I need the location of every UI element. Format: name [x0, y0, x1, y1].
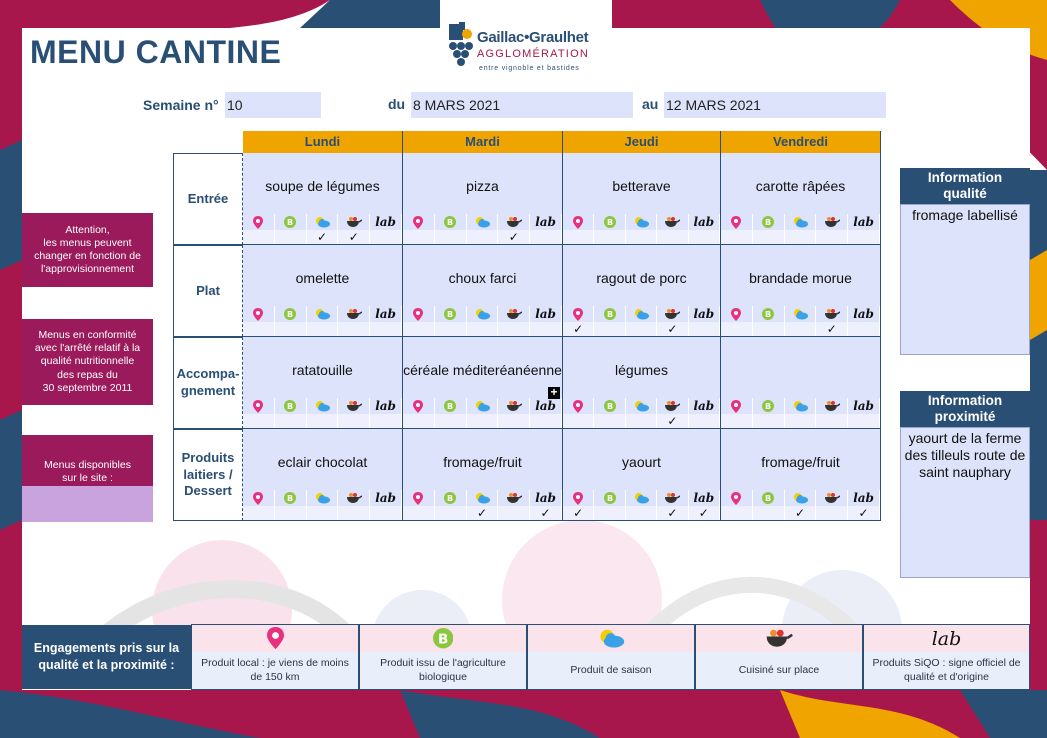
season-icon[interactable] [626, 306, 657, 322]
pin-icon[interactable] [243, 490, 275, 506]
svg-text:B: B [765, 310, 772, 319]
site-link-field[interactable] [22, 486, 153, 522]
check-row [403, 230, 562, 244]
day-header-1: Mardi [403, 131, 563, 153]
empty-check[interactable] [721, 230, 753, 244]
icon-row [403, 306, 562, 322]
empty-check[interactable] [594, 414, 625, 428]
info-proximity-text[interactable]: yaourt de la ferme des tilleuls route de saint nauphary [900, 427, 1030, 578]
empty-check[interactable] [403, 322, 435, 336]
empty-check[interactable] [721, 322, 753, 336]
check-icon[interactable]: ✓ [498, 230, 530, 244]
check-row [243, 230, 402, 244]
cooked-icon[interactable] [657, 306, 688, 322]
empty-check[interactable] [307, 506, 339, 520]
pin-icon[interactable] [563, 398, 594, 414]
empty-check[interactable] [753, 230, 785, 244]
empty-check[interactable] [816, 230, 848, 244]
dish-name: fromage/fruit [761, 454, 840, 470]
cooked-icon[interactable] [498, 398, 530, 414]
legend-text: Produit issu de l'agriculture biologique [360, 652, 526, 689]
legend-item [191, 624, 359, 690]
check-icon[interactable]: ✓ [307, 230, 339, 244]
empty-check[interactable] [243, 414, 275, 428]
empty-check[interactable] [435, 506, 467, 520]
empty-check[interactable] [307, 414, 339, 428]
icon-row [243, 490, 402, 506]
icon-row [563, 398, 720, 414]
legend-item [695, 624, 863, 690]
bio-icon[interactable] [275, 398, 307, 414]
menu-cell[interactable] [563, 429, 721, 521]
svg-text:B: B [765, 494, 772, 503]
empty-check[interactable] [626, 414, 657, 428]
cooked-icon[interactable] [338, 306, 370, 322]
info-quality-text[interactable]: fromage labellisé [900, 204, 1030, 355]
svg-text:B: B [606, 402, 613, 411]
svg-text:B: B [765, 402, 772, 411]
empty-check[interactable] [498, 506, 530, 520]
check-row [243, 414, 402, 428]
menu-cell[interactable] [563, 337, 721, 429]
check-row [563, 230, 720, 244]
check-icon[interactable]: ✓ [467, 506, 499, 520]
icon-row [563, 306, 720, 322]
bio-icon[interactable] [753, 490, 785, 506]
pin-icon[interactable] [721, 214, 753, 230]
empty-check[interactable] [275, 414, 307, 428]
to-date-field[interactable]: 12 MARS 2021 [664, 92, 886, 118]
empty-check[interactable] [785, 414, 817, 428]
pin-icon[interactable] [403, 306, 435, 322]
season-icon[interactable] [307, 306, 339, 322]
conformity-note: Menus en conformité avec l'arrêté relatif à la qualité nutritionnelle des repas du 30 septembre 2011 [22, 319, 153, 405]
empty-check[interactable] [563, 414, 594, 428]
lab-icon[interactable]: lab [848, 214, 880, 230]
lab-icon[interactable]: lab [689, 490, 720, 506]
empty-check[interactable] [689, 230, 720, 244]
check-row [721, 506, 880, 520]
lab-icon[interactable]: lab [689, 214, 720, 230]
check-icon[interactable]: ✓ [657, 322, 688, 336]
cooked-icon[interactable] [338, 214, 370, 230]
empty-check[interactable] [594, 506, 625, 520]
logo-subtitle: AGGLOMÉRATION [477, 48, 589, 60]
empty-check[interactable] [243, 506, 275, 520]
svg-text:B: B [287, 310, 294, 319]
svg-text:B: B [287, 218, 294, 227]
empty-check[interactable] [816, 506, 848, 520]
check-icon[interactable]: ✓ [785, 506, 817, 520]
bio-icon [360, 625, 526, 652]
bio-icon[interactable] [753, 306, 785, 322]
svg-text:B: B [437, 631, 449, 648]
season-icon[interactable] [785, 398, 817, 414]
dish-name: soupe de légumes [265, 178, 380, 194]
lab-icon[interactable]: lab [848, 490, 880, 506]
icon-row [721, 490, 880, 506]
empty-check[interactable] [370, 322, 402, 336]
menu-cell[interactable] [403, 153, 563, 245]
check-row [563, 414, 720, 428]
menu-cell[interactable] [563, 153, 721, 245]
empty-check[interactable] [626, 506, 657, 520]
empty-check[interactable] [338, 506, 370, 520]
legend-text: Cuisiné sur place [696, 652, 862, 689]
season-icon[interactable] [785, 214, 817, 230]
pin-icon[interactable] [563, 490, 594, 506]
dish-name: betterave [612, 178, 671, 194]
empty-check[interactable] [403, 230, 435, 244]
season-icon[interactable] [307, 490, 339, 506]
menu-cell[interactable] [403, 245, 563, 337]
cooked-icon[interactable] [657, 214, 688, 230]
bio-icon[interactable] [435, 398, 467, 414]
pin-icon[interactable] [563, 214, 594, 230]
check-icon[interactable]: ✓ [338, 230, 370, 244]
bio-icon[interactable] [275, 490, 307, 506]
dish-name: choux farci [448, 270, 517, 286]
lab-icon[interactable]: lab [530, 490, 562, 506]
empty-check[interactable] [721, 414, 753, 428]
menu-cell[interactable] [243, 337, 403, 429]
dish-name: légumes [615, 362, 668, 378]
icon-row [563, 214, 720, 230]
svg-text:B: B [287, 402, 294, 411]
bio-icon[interactable] [435, 490, 467, 506]
check-row [721, 230, 880, 244]
icon-row [721, 306, 880, 322]
bio-icon[interactable] [594, 398, 625, 414]
check-icon[interactable]: ✓ [848, 506, 880, 520]
row-label-2: Accompa- gnement [173, 337, 243, 429]
empty-check[interactable] [594, 322, 625, 336]
bio-icon[interactable] [435, 214, 467, 230]
empty-check[interactable] [753, 506, 785, 520]
dish-name: fromage/fruit [443, 454, 522, 470]
pin-icon[interactable] [243, 214, 275, 230]
week-field[interactable]: 10 [225, 92, 321, 118]
cooked-icon[interactable] [498, 214, 530, 230]
row-label-3: Produits laitiers / Dessert [173, 429, 243, 521]
check-row [243, 322, 402, 336]
svg-text:B: B [606, 310, 613, 319]
lab-icon[interactable]: lab [848, 398, 880, 414]
legend-item [359, 624, 527, 690]
check-icon[interactable]: ✓ [816, 322, 848, 336]
day-header-3: Vendredi [721, 131, 881, 153]
season-icon[interactable] [467, 306, 499, 322]
icon-row [721, 214, 880, 230]
empty-check[interactable] [626, 230, 657, 244]
season-icon[interactable] [467, 214, 499, 230]
cooked-icon[interactable] [338, 398, 370, 414]
empty-check[interactable] [403, 506, 435, 520]
pin-icon[interactable] [721, 398, 753, 414]
empty-check[interactable] [816, 414, 848, 428]
empty-check[interactable] [403, 414, 435, 428]
bio-icon[interactable] [753, 398, 785, 414]
cooked-icon[interactable] [657, 398, 688, 414]
lab-icon[interactable]: lab [848, 306, 880, 322]
empty-check[interactable] [498, 322, 530, 336]
cooked-icon[interactable] [498, 306, 530, 322]
bio-icon[interactable] [753, 214, 785, 230]
day-header-0: Lundi [243, 131, 403, 153]
cooked-icon[interactable] [816, 214, 848, 230]
svg-text:B: B [447, 218, 454, 227]
engagements-title: Engagements pris sur la qualité et la proximité : [22, 625, 191, 689]
dish-name: pizza [466, 178, 499, 194]
icon-row [721, 398, 880, 414]
grape-logo-icon [447, 22, 475, 72]
empty-check[interactable] [753, 414, 785, 428]
check-row [721, 414, 880, 428]
bio-icon[interactable] [275, 306, 307, 322]
legend-item [527, 624, 695, 690]
season-icon[interactable] [785, 306, 817, 322]
svg-text:B: B [765, 218, 772, 227]
empty-check[interactable] [370, 414, 402, 428]
check-icon[interactable]: ✓ [657, 414, 688, 428]
empty-check[interactable] [338, 414, 370, 428]
cooked-icon[interactable] [816, 398, 848, 414]
to-label: au [642, 96, 659, 112]
empty-check[interactable] [785, 322, 817, 336]
empty-check[interactable] [626, 322, 657, 336]
dish-name: brandade morue [749, 270, 852, 286]
empty-check[interactable] [370, 506, 402, 520]
pin-icon[interactable] [403, 490, 435, 506]
bio-icon[interactable] [594, 214, 625, 230]
check-row [403, 506, 562, 520]
from-label: du [388, 96, 406, 112]
empty-check[interactable] [243, 322, 275, 336]
menu-cell[interactable] [721, 337, 881, 429]
menu-cell[interactable] [721, 153, 881, 245]
menu-cell[interactable] [243, 429, 403, 521]
cooked-icon[interactable] [816, 490, 848, 506]
lab-icon[interactable]: lab [370, 398, 402, 414]
pin-icon [192, 625, 358, 652]
pin-icon[interactable] [721, 306, 753, 322]
empty-check[interactable] [785, 230, 817, 244]
legend-text: Produit local : je viens de moins de 150 km [192, 652, 358, 689]
lab-icon[interactable]: lab [370, 214, 402, 230]
dish-name: omelette [295, 270, 350, 286]
lab-icon[interactable]: lab [530, 398, 562, 414]
empty-check[interactable] [467, 322, 499, 336]
cooked-icon[interactable] [657, 490, 688, 506]
empty-check[interactable] [467, 230, 499, 244]
season-icon[interactable] [785, 490, 817, 506]
empty-check[interactable] [848, 414, 880, 428]
cooked-icon[interactable] [816, 306, 848, 322]
dish-name: ragout de porc [596, 270, 687, 286]
bio-icon[interactable] [594, 306, 625, 322]
day-header-2: Jeudi [563, 131, 721, 153]
empty-check[interactable] [275, 230, 307, 244]
agglomeration-logo [441, 14, 612, 80]
logo-name: Gaillac•Graulhet [477, 29, 589, 46]
from-date-field[interactable]: 8 MARS 2021 [411, 92, 633, 118]
icon-row [403, 490, 562, 506]
menu-cell[interactable] [721, 429, 881, 521]
empty-check[interactable] [435, 230, 467, 244]
season-icon[interactable] [307, 214, 339, 230]
empty-check[interactable] [753, 322, 785, 336]
week-label: Semaine n° [143, 97, 219, 113]
logo-tagline: entre vignoble et bastides [479, 65, 580, 72]
empty-check[interactable] [307, 322, 339, 336]
check-icon[interactable]: ✓ [689, 506, 720, 520]
check-row [563, 322, 720, 336]
empty-check[interactable] [657, 230, 688, 244]
icon-row [243, 398, 402, 414]
pin-icon[interactable] [403, 214, 435, 230]
season-icon[interactable] [626, 214, 657, 230]
menu-cell[interactable] [403, 429, 563, 521]
empty-check[interactable] [848, 322, 880, 336]
cooked-icon[interactable] [338, 490, 370, 506]
lab-icon[interactable]: lab [370, 490, 402, 506]
pin-icon[interactable] [403, 398, 435, 414]
page-title: MENU CANTINE [30, 34, 282, 70]
menu-cell[interactable] [243, 153, 403, 245]
check-icon[interactable]: ✓ [563, 506, 594, 520]
empty-check[interactable] [275, 506, 307, 520]
menu-cell[interactable] [243, 245, 403, 337]
row-label-0: Entrée [173, 153, 243, 245]
move-cursor-icon: + [548, 387, 560, 399]
info-proximity-title: Information proximité [900, 391, 1030, 427]
lab-icon[interactable]: lab [689, 306, 720, 322]
check-icon[interactable]: ✓ [563, 322, 594, 336]
empty-check[interactable] [689, 322, 720, 336]
dish-name: ratatouille [292, 362, 353, 378]
lab-icon: lab [864, 625, 1029, 652]
menu-cell[interactable] [563, 245, 721, 337]
icon-row [403, 398, 562, 414]
attention-note: Attention, les menus peuvent changer en fonction de l'approvisionnement [22, 213, 153, 287]
check-row [403, 414, 562, 428]
bio-icon[interactable] [594, 490, 625, 506]
pin-icon[interactable] [243, 306, 275, 322]
pin-icon[interactable] [243, 398, 275, 414]
row-label-1: Plat [173, 245, 243, 337]
legend-item [863, 624, 1030, 690]
season-icon[interactable] [467, 490, 499, 506]
icon-row [403, 214, 562, 230]
lab-icon[interactable]: lab [689, 398, 720, 414]
check-icon[interactable]: ✓ [657, 506, 688, 520]
check-icon[interactable]: ✓ [530, 506, 562, 520]
empty-check[interactable] [563, 230, 594, 244]
lab-icon[interactable]: lab [530, 306, 562, 322]
info-quality-title: Information qualité [900, 168, 1030, 204]
bio-icon[interactable] [435, 306, 467, 322]
svg-text:B: B [447, 402, 454, 411]
season-icon [528, 625, 694, 652]
pin-icon[interactable] [721, 490, 753, 506]
empty-check[interactable] [243, 230, 275, 244]
dish-name: yaourt [622, 454, 661, 470]
check-row [403, 322, 562, 336]
cooked-icon[interactable] [498, 490, 530, 506]
pin-icon[interactable] [563, 306, 594, 322]
dish-name: céréale méditeréanéenne [403, 362, 562, 378]
dish-name: carotte râpées [755, 178, 846, 194]
menu-grid [173, 131, 882, 521]
cooked-icon [696, 625, 862, 652]
check-row [243, 506, 402, 520]
empty-check[interactable] [530, 414, 562, 428]
icon-row [243, 214, 402, 230]
empty-check[interactable] [530, 230, 562, 244]
season-icon[interactable] [626, 398, 657, 414]
svg-text:B: B [606, 494, 613, 503]
menu-cell[interactable] [403, 337, 563, 429]
season-icon[interactable] [467, 398, 499, 414]
lab-icon[interactable]: lab [370, 306, 402, 322]
legend-text: Produits SiQO : signe officiel de qualité et d'origine [864, 652, 1029, 689]
lab-icon[interactable]: lab [530, 214, 562, 230]
svg-text:B: B [447, 310, 454, 319]
icon-row [563, 490, 720, 506]
dish-name: eclair chocolat [277, 454, 368, 470]
menu-cell[interactable] [721, 245, 881, 337]
empty-check[interactable] [498, 414, 530, 428]
empty-check[interactable] [530, 322, 562, 336]
season-icon[interactable] [307, 398, 339, 414]
empty-check[interactable] [275, 322, 307, 336]
empty-check[interactable] [594, 230, 625, 244]
season-icon[interactable] [626, 490, 657, 506]
empty-check[interactable] [370, 230, 402, 244]
empty-check[interactable] [467, 414, 499, 428]
empty-check[interactable] [848, 230, 880, 244]
site-note: Menus disponibles sur le site : [22, 435, 153, 487]
svg-text:B: B [447, 494, 454, 503]
icon-row [243, 306, 402, 322]
empty-check[interactable] [338, 322, 370, 336]
legend-text: Produit de saison [528, 652, 694, 689]
check-row [563, 506, 720, 520]
check-row [721, 322, 880, 336]
empty-check[interactable] [435, 414, 467, 428]
empty-check[interactable] [721, 506, 753, 520]
bio-icon[interactable] [275, 214, 307, 230]
empty-check[interactable] [435, 322, 467, 336]
svg-text:B: B [287, 494, 294, 503]
empty-check[interactable] [689, 414, 720, 428]
svg-text:B: B [606, 218, 613, 227]
